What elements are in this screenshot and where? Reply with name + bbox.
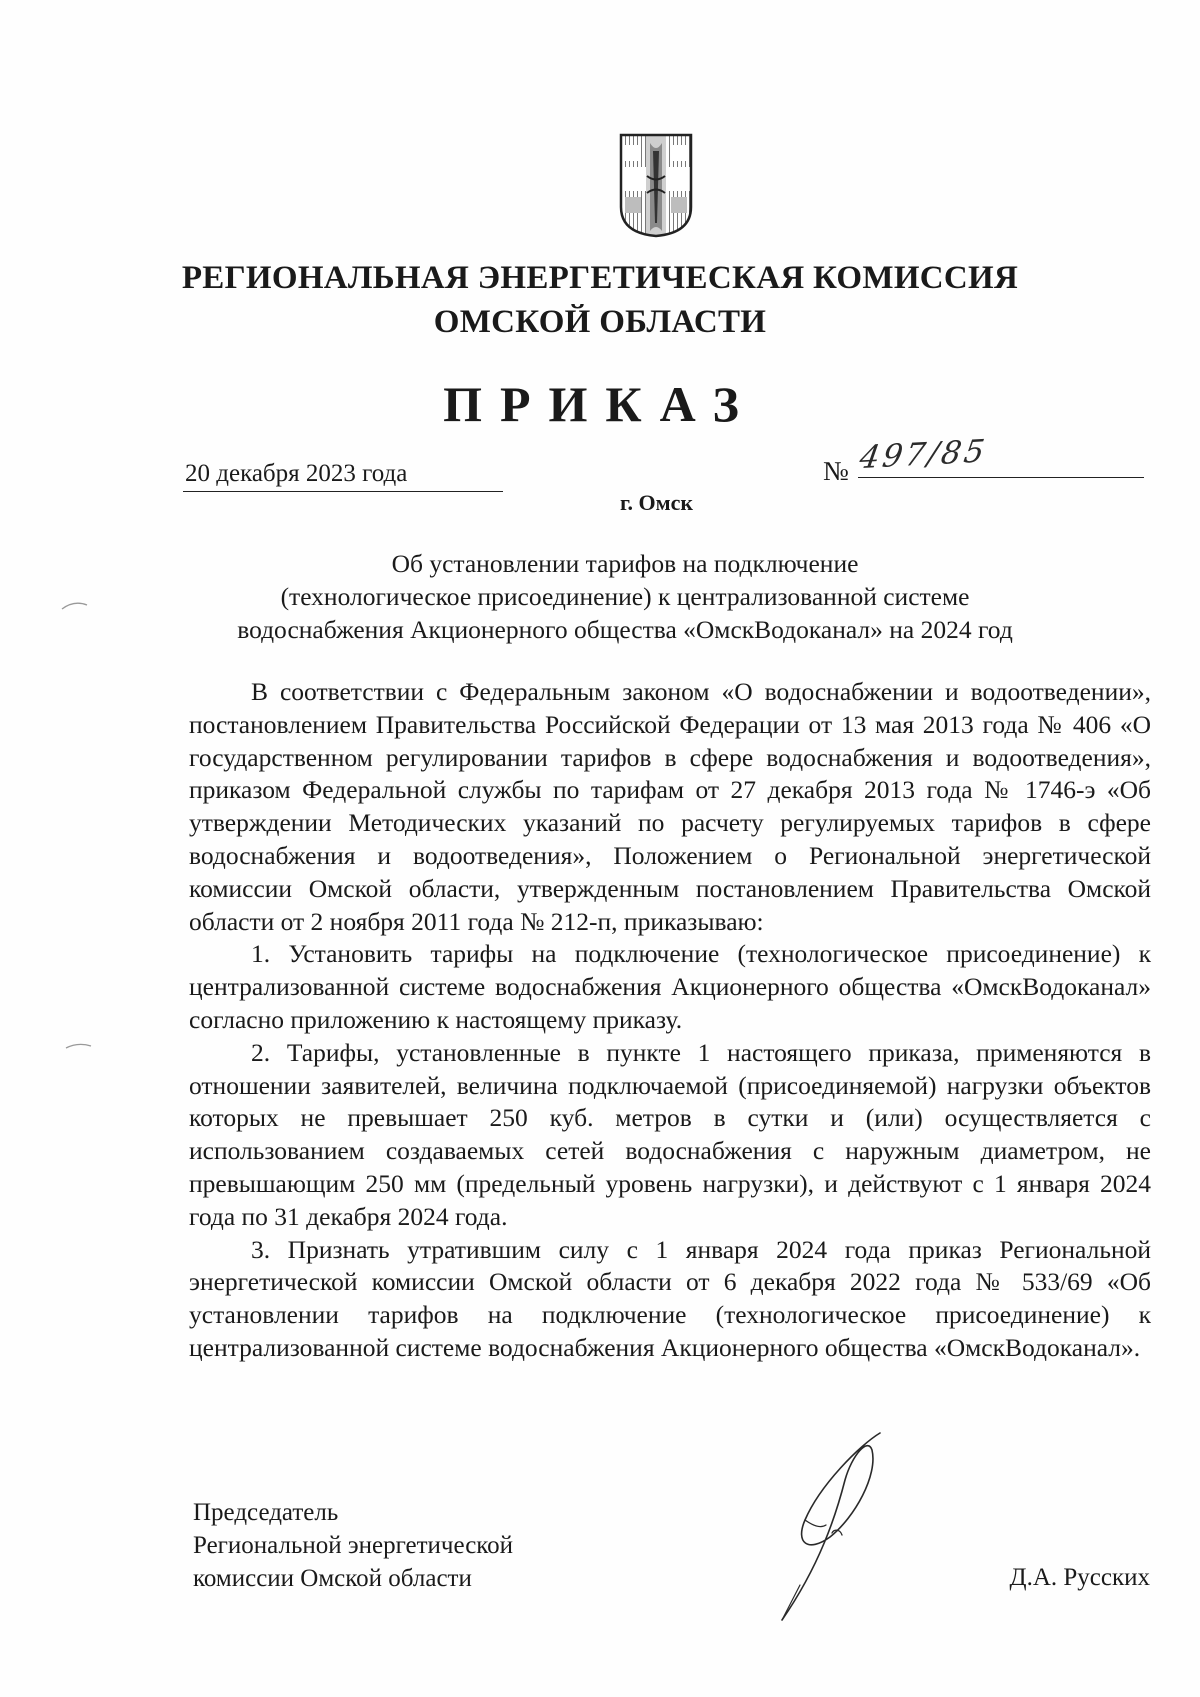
organization-name-line-2: ОМСКОЙ ОБЛАСТИ — [433, 304, 767, 340]
document-city: г. Омск — [620, 490, 694, 515]
document-date: 20 декабря 2023 года — [185, 460, 408, 487]
scan-mark — [64, 1040, 94, 1054]
subject-line-1: Об установлении тарифов на подключение — [391, 549, 859, 578]
number-underline — [858, 477, 1144, 478]
document-subject — [200, 547, 1050, 646]
signer-name: Д.А. Русских — [1009, 1564, 1150, 1591]
scan-mark — [60, 598, 90, 612]
order-item-1: 1. Установить тарифы на подключение (технологическое присоединение) к централизованной системе водоснабжения Акционерного общества «ОмскВодоканал» согласно приложению к настоящему приказу. — [189, 939, 1151, 1034]
order-item-3: 3. Признать утратившим силу с 1 января 2024 года приказ Региональной энергетической комиссии Омской области от 6 декабря 2022 года № 533/69 «Об установлении тарифов на подключение (технологическое присоединение) к централизованной системе водоснабжения Акционерного общества «ОмскВодоканал». — [189, 1234, 1151, 1362]
number-sign: № — [823, 456, 849, 486]
subject-line-2: (технологическое присоединение) к централизованной системе — [280, 582, 970, 611]
handwritten-signature — [760, 1425, 910, 1625]
signer-position-line-2: Региональной энергетической — [193, 1532, 514, 1559]
order-item-2: 2. Тарифы, установленные в пункте 1 настоящего приказа, применяются в отношении заявителей, величина подключаемой (присоединяемой) нагрузки объектов которых не превышает 250 куб. метров в сутки и (или) осуществляется с использованием создаваемых сетей водоснабжения с наружным диаметром, не превышающим 250 мм (предельный уровень нагрузки), и действуют с 1 января 2024 года по 31 декабря 2024 года. — [189, 1037, 1151, 1231]
subject-line-3: водоснабжения Акционерного общества «ОмскВодоканал» на 2024 год — [237, 615, 1013, 644]
signer-position-line-1: Председатель — [193, 1499, 339, 1526]
date-underline — [183, 491, 503, 492]
signer-position-line-3: комиссии Омской области — [193, 1565, 472, 1592]
preamble-paragraph: В соответствии с Федеральным законом «О водоснабжении и водоотведении», постановлением Правительства Российской Федерации от 13 мая 2013 года № 406 «О государственном регулировании тарифов в сфере водоснабжения и водоотведения», приказом Федеральной службы по тарифам от 27 декабря 2013 года № 1746-э «Об утверждении Методических указаний по расчету регулируемых тарифов в сфере водоснабжения и водоотведения», Положением о Региональной энергетической комиссии Омской области, утвержденным постановлением Правительства Омской области от 2 ноября 2011 года № 212-п, приказываю: — [189, 677, 1151, 936]
document-type-title: ПРИКАЗ — [443, 376, 757, 432]
document-body — [189, 676, 1151, 1365]
document-number-handwritten: 497/85 — [857, 433, 990, 477]
signer-position — [193, 1496, 513, 1595]
coat-of-arms-icon — [617, 131, 695, 239]
organization-name-line-1: РЕГИОНАЛЬНАЯ ЭНЕРГЕТИЧЕСКАЯ КОМИССИЯ — [181, 260, 1019, 296]
